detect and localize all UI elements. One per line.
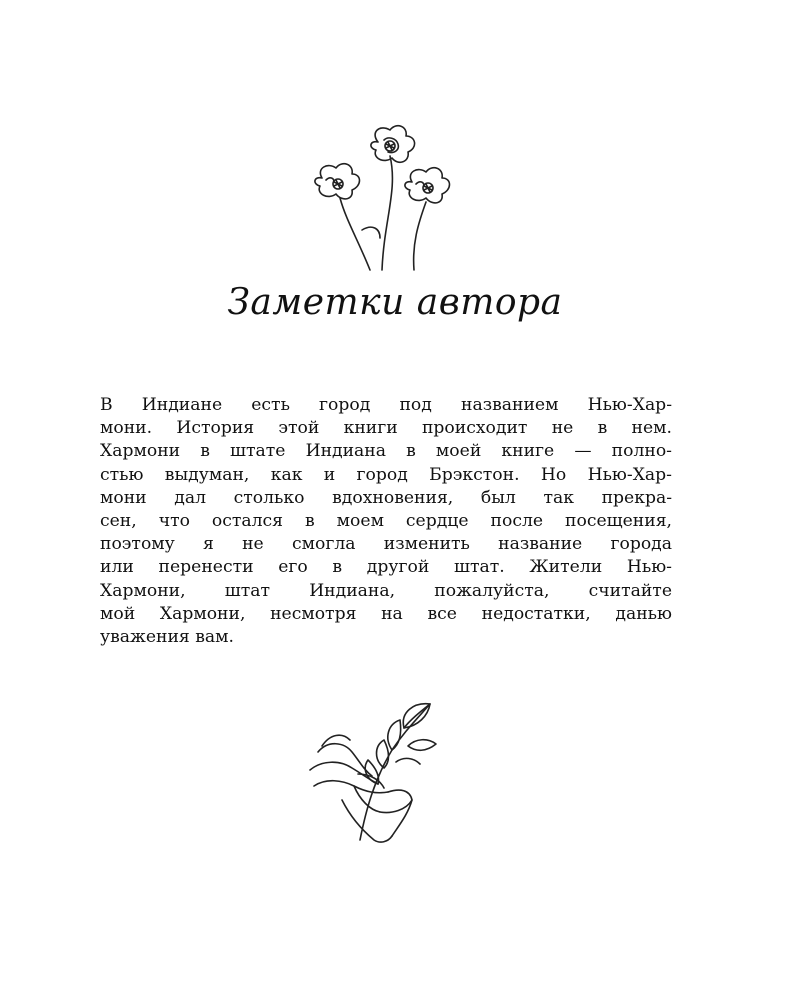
paragraph-line: мони. История этой книги происходит не в нем. bbox=[100, 418, 672, 439]
paragraph-line: стью выдуман, как и город Брэкстон. Но Нью-Хар- bbox=[100, 464, 672, 485]
page-title: Заметки автора bbox=[227, 282, 563, 323]
paragraph-line: или перенести его в другой штат. Жители Нью- bbox=[100, 557, 672, 578]
author-note-paragraph bbox=[100, 394, 672, 649]
paragraph-line: Хармони в штате Индиана в моей книге — полно- bbox=[100, 441, 672, 462]
hand-holding-sprig-icon bbox=[300, 690, 450, 850]
paragraph-line: сен, что остался в моем сердце после посещения, bbox=[100, 511, 672, 532]
paragraph-line: уважения вам. bbox=[100, 627, 234, 648]
paragraph-line: В Индиане есть город под названием Нью-Хар- bbox=[100, 395, 672, 415]
paragraph-line: Хармони, штат Индиана, пожалуйста, считайте bbox=[100, 580, 672, 601]
paragraph-line: мой Хармони, несмотря на все недостатки, данью bbox=[100, 603, 672, 624]
paragraph-line: поэтому я не смогла изменить название города bbox=[100, 534, 672, 555]
paragraph-line: мони дал столько вдохновения, был так прекра- bbox=[100, 487, 672, 508]
poppy-flowers-icon bbox=[300, 120, 470, 275]
